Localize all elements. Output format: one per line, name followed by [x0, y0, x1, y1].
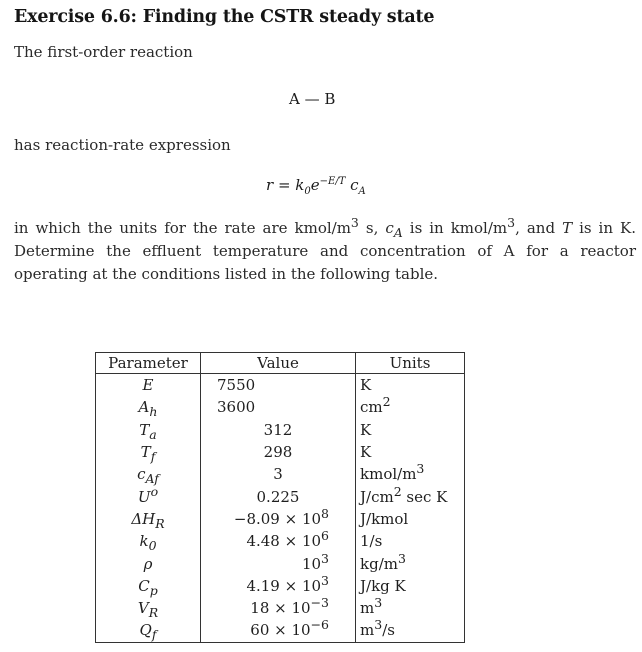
- parameter-symbol: A: [138, 398, 150, 417]
- units-text: m: [360, 599, 375, 618]
- parameter-cell: [96, 485, 201, 507]
- units-cell: [356, 419, 465, 441]
- table-row: [96, 597, 465, 619]
- parameter-subscript: 0: [148, 538, 157, 554]
- units-text: kmol/m: [360, 465, 417, 484]
- value-text: 312: [263, 420, 293, 439]
- value-exponent: −6: [310, 617, 329, 633]
- units-text-b: s,: [358, 219, 386, 237]
- value-cell: [201, 530, 356, 552]
- parameter-superscript: o: [150, 483, 159, 499]
- rate-expression: [266, 176, 366, 197]
- units-exponent: 3: [374, 595, 383, 611]
- parameter-subscript: f: [150, 449, 156, 465]
- reaction-equation: A — B: [289, 90, 336, 108]
- value-text: 0.225: [256, 487, 300, 506]
- header-units: Units: [356, 353, 465, 374]
- rate-intro-text: has reaction-rate expression: [14, 136, 231, 154]
- parameter-cell: [96, 463, 201, 485]
- units-cell: [356, 441, 465, 463]
- parameter-subscript: f: [151, 627, 157, 643]
- units-cA-sub: A: [393, 225, 403, 240]
- units-cell: [356, 619, 465, 642]
- units-exponent: 3: [374, 617, 383, 633]
- value-text: 3: [273, 465, 283, 484]
- parameter-cell: [96, 396, 201, 418]
- rate-c-subscript: A: [358, 186, 366, 197]
- value-text: 7550: [217, 376, 256, 395]
- table-row: [96, 463, 465, 485]
- units-exponent: 2: [393, 483, 402, 499]
- parameter-subscript: R: [148, 605, 159, 621]
- rate-c: c: [350, 176, 359, 194]
- value-text: −8.09 × 10: [233, 509, 322, 528]
- units-cell: [356, 463, 465, 485]
- units-cell: [356, 396, 465, 418]
- units-paragraph: [14, 217, 636, 286]
- parameter-symbol: k: [139, 532, 149, 551]
- parameter-cell: [96, 597, 201, 619]
- units-tail: /s: [382, 621, 395, 640]
- value-text: 10: [301, 554, 322, 573]
- value-cell: [201, 572, 356, 597]
- parameter-subscript: a: [149, 426, 157, 442]
- parameter-subscript: R: [155, 515, 165, 531]
- value-exponent: 3: [321, 572, 329, 588]
- value-cell: [201, 505, 356, 530]
- value-text: 4.19 × 10: [246, 576, 322, 595]
- value-cell: [201, 552, 356, 574]
- table-row: [96, 374, 465, 397]
- units-text: K: [360, 376, 372, 395]
- units-text: m: [360, 621, 375, 640]
- value-text: 3600: [217, 398, 256, 417]
- units-cA: c: [385, 219, 394, 237]
- units-text: K: [360, 420, 372, 439]
- value-text: 4.48 × 10: [246, 532, 322, 551]
- table-row: [96, 441, 465, 463]
- parameter-subscript: Af: [145, 471, 159, 487]
- parameter-symbol: U: [137, 487, 151, 506]
- value-cell: [201, 463, 356, 485]
- value-exponent: 3: [321, 550, 329, 566]
- parameter-symbol: T: [139, 420, 150, 439]
- units-exponent: 3: [397, 550, 406, 566]
- parameter-subscript: h: [149, 404, 158, 420]
- units-text: J/kmol: [360, 509, 409, 528]
- units-text: kg/m: [360, 554, 398, 573]
- parameter-symbol: c: [137, 465, 146, 484]
- parameter-cell: [96, 374, 201, 397]
- parameter-symbol: V: [137, 599, 149, 618]
- parameter-symbol: T: [140, 443, 151, 462]
- value-cell: [201, 396, 356, 418]
- parameter-cell: [96, 441, 201, 463]
- parameter-table: [95, 352, 465, 643]
- value-cell: [201, 419, 356, 441]
- units-cell: [356, 575, 465, 597]
- table-row: [96, 419, 465, 441]
- units-text: J/kg K: [360, 576, 406, 595]
- header-value: Value: [201, 353, 356, 374]
- units-cell: [356, 530, 465, 552]
- units-cell: [356, 374, 465, 397]
- parameter-subscript: p: [149, 582, 158, 598]
- units-text-e: is in K. Determine the effluent temperature and concentration of A for a reactor operating at the conditions listed in the following table.: [14, 219, 636, 283]
- units-text: K: [360, 443, 372, 462]
- value-text: 18 × 10: [250, 599, 311, 618]
- value-text: 60 × 10: [250, 621, 311, 640]
- table-row: [96, 530, 465, 552]
- parameter-cell: [96, 619, 201, 642]
- rate-e: e: [310, 176, 320, 194]
- units-cube-2: 3: [507, 215, 516, 230]
- table-row: [96, 508, 465, 530]
- value-cell: [201, 619, 356, 642]
- units-text: 1/s: [360, 532, 383, 551]
- parameter-symbol: E: [142, 376, 154, 395]
- parameter-cell: [96, 552, 201, 574]
- table-row: [96, 552, 465, 574]
- value-cell: [201, 441, 356, 463]
- value-exponent: 8: [321, 505, 329, 521]
- intro-text: The first-order reaction: [14, 43, 193, 61]
- units-text: cm: [360, 398, 383, 417]
- parameter-symbol: C: [138, 576, 150, 595]
- units-cell: [356, 485, 465, 507]
- value-text: 298: [263, 443, 293, 462]
- value-exponent: 6: [321, 528, 329, 544]
- table-header-row: [96, 353, 465, 374]
- table-row: [96, 575, 465, 597]
- value-cell: [201, 485, 356, 507]
- value-cell: [201, 597, 356, 619]
- units-text: J/cm: [360, 487, 394, 506]
- parameter-cell: [96, 419, 201, 441]
- units-tail: sec K: [401, 487, 448, 506]
- units-text-a: in which the units for the rate are kmol/m: [14, 219, 351, 237]
- exercise-title: Exercise 6.6: Finding the CSTR steady state: [14, 7, 435, 27]
- parameter-cell: [96, 530, 201, 552]
- table-row: [96, 619, 465, 642]
- units-text-c: is in kmol/m: [402, 219, 508, 237]
- parameter-symbol: ρ: [143, 554, 153, 573]
- parameter-cell: [96, 575, 201, 597]
- rate-k-subscript: 0: [304, 186, 311, 197]
- value-cell: [201, 374, 356, 397]
- parameter-cell: [96, 508, 201, 530]
- units-text-d: , and: [515, 219, 563, 237]
- units-T: T: [562, 219, 573, 237]
- units-cell: [356, 597, 465, 619]
- rate-exponent: −E/T: [319, 176, 346, 187]
- units-cell: [356, 508, 465, 530]
- units-cube-1: 3: [350, 215, 359, 230]
- units-cell: [356, 552, 465, 574]
- units-exponent: 2: [382, 394, 391, 410]
- table-row: [96, 485, 465, 507]
- table-row: [96, 396, 465, 418]
- parameter-symbol: Q: [139, 621, 152, 640]
- value-exponent: −3: [310, 595, 329, 611]
- units-exponent: 3: [416, 461, 425, 477]
- parameter-symbol: ΔH: [131, 509, 156, 528]
- rate-lhs: r = k: [266, 176, 305, 194]
- header-parameter: Parameter: [96, 353, 201, 374]
